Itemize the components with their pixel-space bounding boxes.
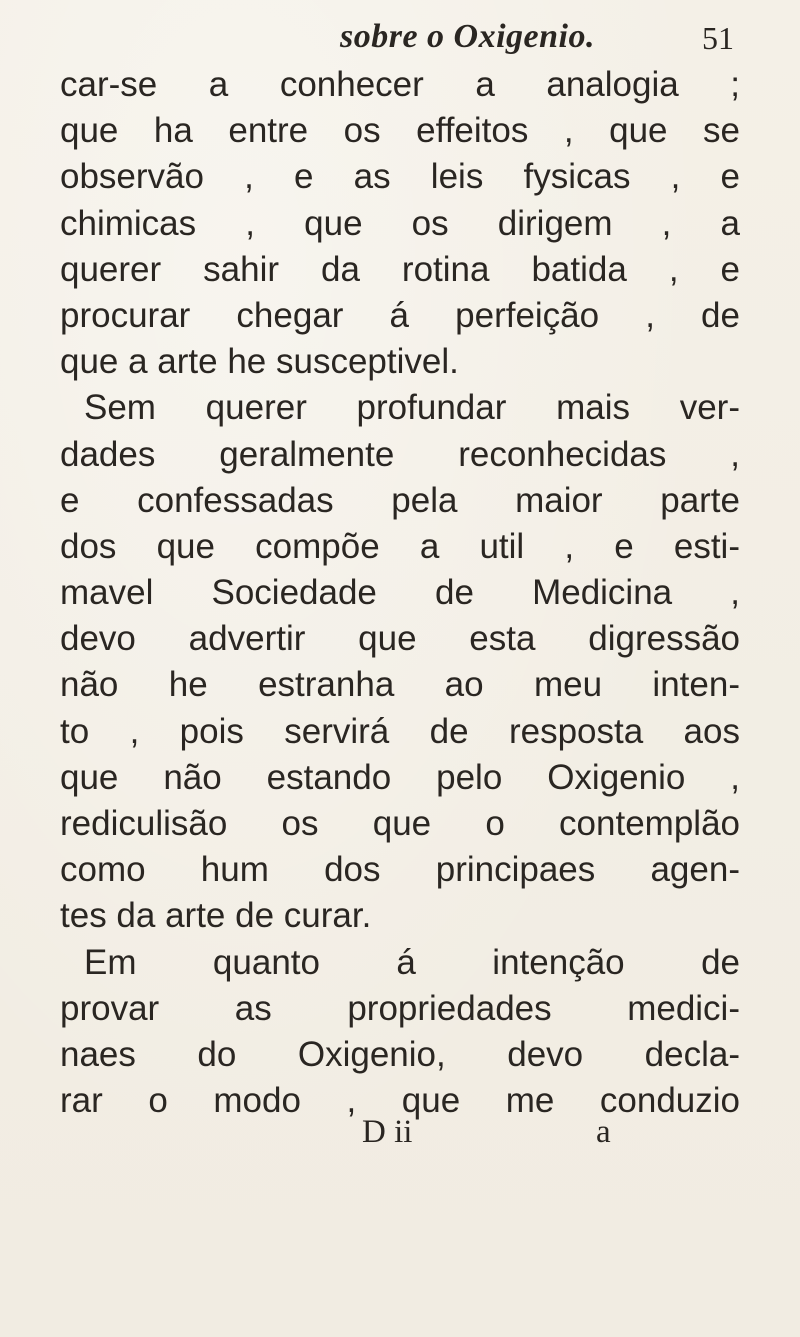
body-text	[60, 62, 740, 1124]
text-line: naes do Oxigenio, devo decla-	[60, 1034, 740, 1074]
page-footer	[0, 1108, 800, 1158]
text-line: como hum dos principaes agen-	[60, 850, 740, 890]
text-line: que ha entre os effeitos , que se	[60, 111, 740, 151]
text-line: car-se a conhecer a analogia ;	[60, 65, 740, 104]
text-line: devo advertir que esta digressão	[60, 619, 740, 659]
text-line: procurar chegar á perfeição , de	[60, 295, 740, 335]
page-number: 51	[702, 20, 734, 56]
text-line: tes da arte de curar.	[60, 896, 372, 936]
text-line: que a arte he susceptivel.	[60, 342, 459, 382]
page-header	[0, 12, 800, 62]
text-line: chimicas , que os dirigem , a	[60, 203, 740, 243]
text-line: provar as propriedades medici-	[60, 988, 740, 1028]
text-line: observão , e as leis fysicas , e	[60, 157, 740, 197]
text-line: dades geralmente reconhecidas ,	[60, 434, 740, 474]
running-head: sobre o Oxigenio.	[340, 18, 595, 55]
text-line: to , pois servirá de resposta aos	[60, 711, 740, 751]
text-line: rar o modo , que me conduzio	[60, 1081, 740, 1121]
text-line: rediculisão os que o contemplão	[60, 804, 740, 843]
text-line: não he estranha ao meu inten-	[60, 665, 740, 705]
paragraph-start-line: Sem querer profundar mais ver-	[84, 388, 740, 428]
text-line: querer sahir da rotina batida , e	[60, 249, 740, 289]
text-line: e confessadas pela maior parte	[60, 480, 740, 520]
text-line: mavel Sociedade de Medicina ,	[60, 573, 740, 613]
signature-mark: D ii	[362, 1114, 413, 1150]
paragraph-start-line: Em quanto á intenção de	[84, 942, 740, 982]
text-line: dos que compõe a util , e esti-	[60, 526, 740, 566]
catchword: a	[596, 1114, 611, 1150]
text-line: que não estando pelo Oxigenio ,	[60, 757, 740, 797]
